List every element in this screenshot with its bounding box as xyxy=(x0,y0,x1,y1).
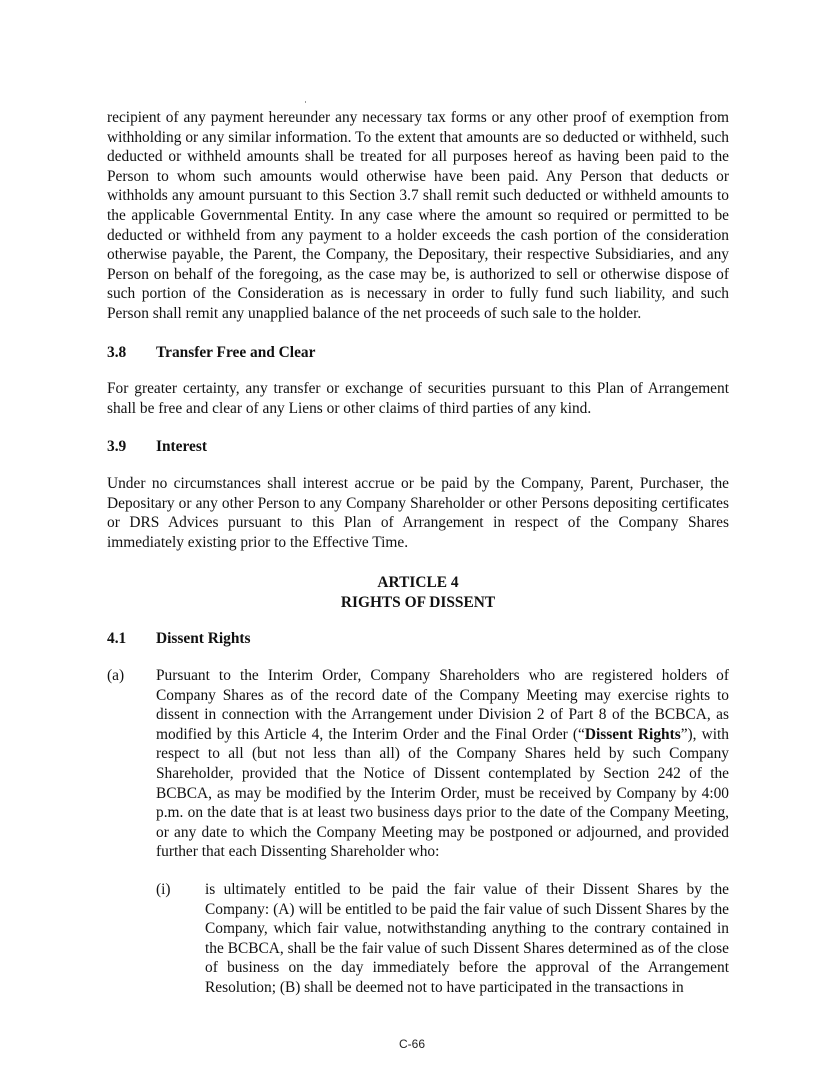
section-title: Dissent Rights xyxy=(156,630,251,648)
section-number: 4.1 xyxy=(107,630,127,648)
section-number: 3.9 xyxy=(107,438,127,456)
defined-term: Dissent Rights xyxy=(584,725,681,743)
section-number: 3.8 xyxy=(107,343,127,361)
list-item-i xyxy=(156,880,729,998)
article-title: RIGHTS OF DISSENT xyxy=(340,593,496,611)
document-page xyxy=(107,108,729,998)
item-a-text-before: Pursuant to the Interim Order, Company Shareholders who are registered holders of Company Shares as of the record date of the Company Meeting may exercise rights to dissent in connection with the Arrangement under Division 2 of Part 8 of the BCBCA, as modified by this Article 4, the Interim Order and the Final Order (“ xyxy=(156,667,729,743)
scan-mark xyxy=(305,101,306,103)
section-3-9-text: Under no circumstances shall interest accrue or be paid by the Company, Parent, Purchaser, the Depositary or any other Person to any Company Shareholder or other Persons depositing certificates or DRS Advices pursuant to this Plan of Arrangement in respect of the Company Shares immediately existing prior to the Effective Time. xyxy=(107,474,729,551)
item-i-text: is ultimately entitled to be paid the fair value of their Dissent Shares by the Company: (A) will be entitled to be paid the fair value of such Dissent Shares by the Company, which fair value, notwithstanding anything to the contrary contained in the BCBCA, shall be the fair value of such Dissent Shares determined as of the close of business on the day immediately before the approval of the Arrangement Resolution; (B) shall be deemed not to have participated in the transactions in xyxy=(205,881,729,996)
section-3-9-heading xyxy=(107,437,729,457)
page-number: C-66 xyxy=(398,1037,425,1051)
item-label: (i) xyxy=(156,881,171,898)
article-number: ARTICLE 4 xyxy=(377,574,459,592)
article-heading xyxy=(107,573,729,612)
section-title: Interest xyxy=(156,438,208,456)
item-a-text-after: ”), with respect to all (but not less than all) of the Company Shares held by such Company Shareholder, provided that the Notice of Dissent contemplated by Section 242 of the BCBCA, as may be modified by the Interim Order, must be received by Company by 4:00 p.m. on the date that is at least two business days prior to the date of the Company Meeting, or any date to which the Company Meeting may be postponed or adjourned, and provided further that each Dissenting Shareholder who: xyxy=(156,725,730,861)
list-item-a xyxy=(107,666,729,998)
item-a-text xyxy=(156,666,729,862)
item-label: (a) xyxy=(107,667,125,685)
intro-paragraph: recipient of any payment hereunder any necessary tax forms or any other proof of exemption from withholding or any similar information. To the extent that amounts are so deducted or withheld, such deducted or withheld amounts shall be treated for all purposes hereof as having been paid to the Person to whom such amounts would otherwise have been paid. Any Person that deducts or withholds any amount pursuant to this Section 3.7 shall remit such deducted or withheld amounts to the applicable Governmental Entity. In any case where the amount so required or permitted to be deducted or withheld from any payment to a holder exceeds the cash portion of the consideration otherwise payable, the Parent, the Company, the Depositary, their respective Subsidiaries, and any Person on behalf of the foregoing, as the case may be, is authorized to sell or otherwise dispose of such portion of the Consideration as is necessary in order to fully fund such liability, and such Person shall remit any unapplied balance of the net proceeds of such sale to the holder. xyxy=(107,109,729,322)
section-3-8-text: For greater certainty, any transfer or exchange of securities pursuant to this Plan of Arrangement shall be free and clear of any Liens or other claims of third parties of any kind. xyxy=(107,380,729,417)
section-3-8-heading xyxy=(107,343,729,363)
section-title: Transfer Free and Clear xyxy=(156,343,316,361)
section-4-1-heading xyxy=(107,629,729,649)
